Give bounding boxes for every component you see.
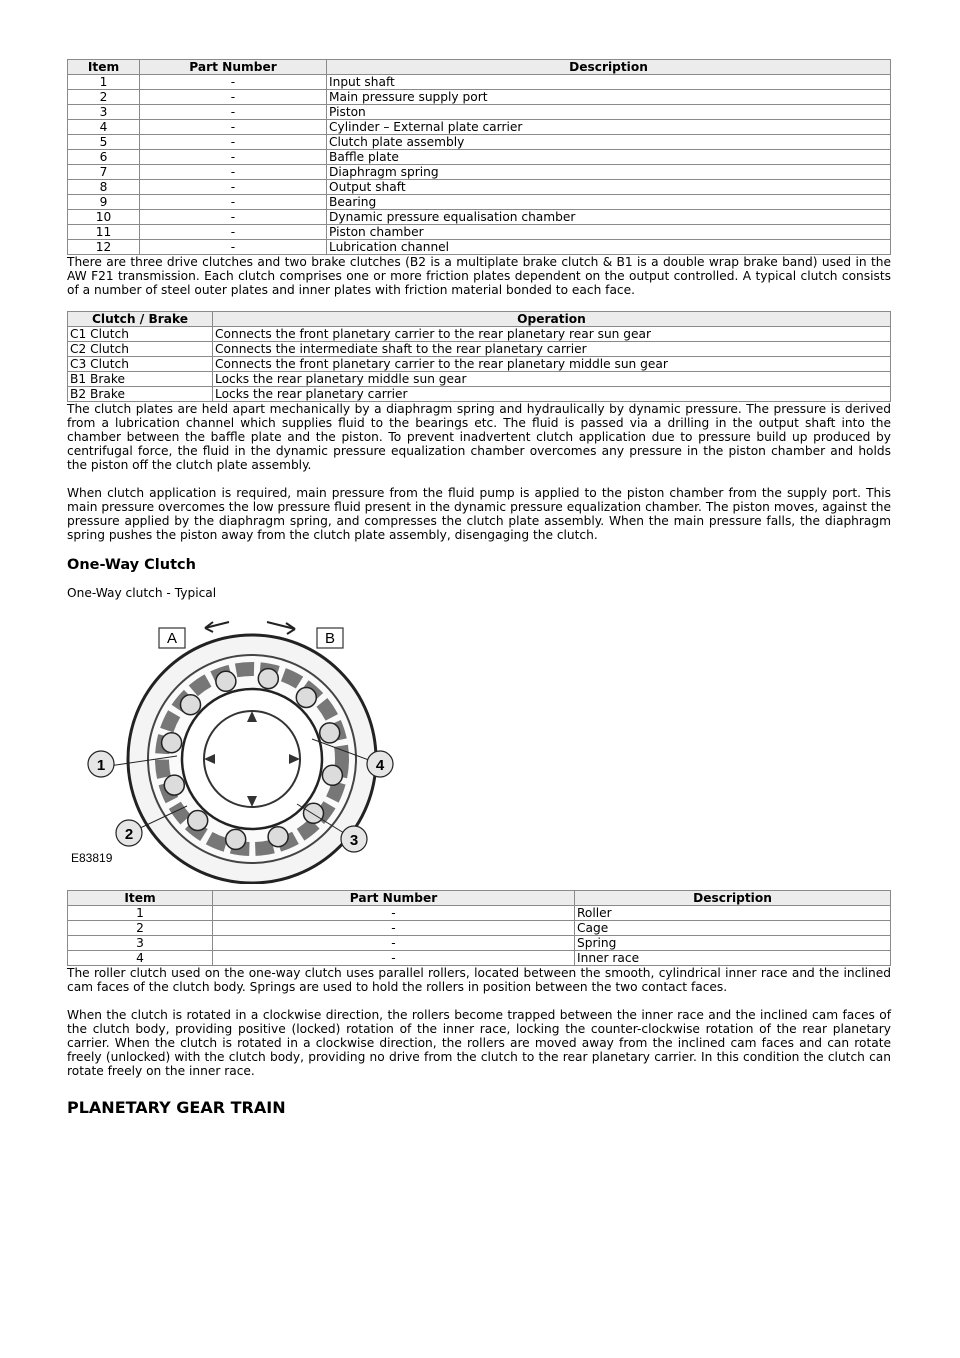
table-cell: Diaphragm spring: [327, 165, 891, 180]
table-header-row: [68, 891, 891, 906]
table-cell: 11: [68, 225, 140, 240]
rotation-paragraph: When the clutch is rotated in a clockwise direction, the rollers become trapped between the inner race and the inclined cam faces of the clutch body, providing positive (locked) rotation of the inner race, locking the counter-clockwise rotation of the rear planetary carrier. When the clutch is rotated in a clockwise direction, the rollers are moved away from the inclined cam faces and can rotate freely (unlocked) with the clutch body, providing no drive from the clutch to the rear planetary carrier. In this condition the clutch can rotate freely on the inner race.: [67, 1008, 891, 1078]
table-cell: C1 Clutch: [68, 327, 213, 342]
table-cell: B2 Brake: [68, 387, 213, 402]
section-title-planetary-gear-train: PLANETARY GEAR TRAIN: [67, 1098, 286, 1117]
section-title-one-way-clutch: One-Way Clutch: [67, 557, 196, 573]
table-cell: 1: [68, 906, 213, 921]
table-cell: 3: [68, 105, 140, 120]
table-cell: 4: [68, 120, 140, 135]
table-row: [68, 921, 891, 936]
table-cell: Bearing: [327, 195, 891, 210]
clutch-operation-table: [67, 311, 891, 402]
table-cell: 2: [68, 921, 213, 936]
roller: [162, 733, 182, 753]
header-item: Item: [68, 891, 213, 906]
roller: [322, 765, 342, 785]
table-row: [68, 906, 891, 921]
table-cell: -: [213, 951, 575, 966]
table-row: [68, 90, 891, 105]
table-row: [68, 387, 891, 402]
table-cell: -: [140, 150, 327, 165]
table-row: [68, 105, 891, 120]
inner-race-bore: [204, 711, 300, 807]
header-item: Item: [68, 60, 140, 75]
table-cell: Baffle plate: [327, 150, 891, 165]
table-row: [68, 342, 891, 357]
table-cell: C2 Clutch: [68, 342, 213, 357]
table-row: [68, 150, 891, 165]
table-cell: Lubrication channel: [327, 240, 891, 255]
header-part-number: Part Number: [140, 60, 327, 75]
pressure-paragraph: The clutch plates are held apart mechanically by a diaphragm spring and hydraulically by dynamic pressure. The pressure is derived from a lubrication channel which supplies fluid to the bearings etc. The fluid is passed via a drilling in the output shaft into the chamber between the baffle plate and the piston. To prevent inadvertent clutch application due to pressure build up produced by centrifugal force, the fluid in the dynamic pressure equalization chamber overcomes any pressure in the piston chamber and holds the piston off the clutch plate assembly.: [67, 402, 891, 472]
roller: [164, 775, 184, 795]
table-cell: 3: [68, 936, 213, 951]
callout-1-number: 1: [96, 757, 106, 774]
table-cell: -: [213, 921, 575, 936]
table-cell: 1: [68, 75, 140, 90]
table-cell: -: [140, 180, 327, 195]
table-cell: -: [140, 135, 327, 150]
table-cell: -: [140, 225, 327, 240]
header-description: Description: [575, 891, 891, 906]
table-cell: -: [140, 120, 327, 135]
table-cell: -: [140, 75, 327, 90]
header-operation: Operation: [213, 312, 891, 327]
table-row: [68, 240, 891, 255]
one-way-clutch-diagram: [67, 614, 447, 884]
table-header-row: [68, 60, 891, 75]
one-way-clutch-table: [67, 890, 891, 966]
table-cell: 2: [68, 90, 140, 105]
callout-2-number: 2: [124, 826, 134, 843]
table-cell: 6: [68, 150, 140, 165]
header-part-number: Part Number: [213, 891, 575, 906]
roller: [188, 811, 208, 831]
table-row: [68, 372, 891, 387]
figure-code: E83819: [71, 851, 113, 865]
roller-clutch-paragraph: The roller clutch used on the one-way clutch uses parallel rollers, located between the smooth, cylindrical inner race and the inclined cam faces of the clutch body. Springs are used to hold the rollers in position between the two contact faces.: [67, 966, 891, 994]
callout-3-number: 3: [349, 832, 359, 849]
table-cell: Clutch plate assembly: [327, 135, 891, 150]
table-cell: 8: [68, 180, 140, 195]
one-way-clutch-figure: [67, 614, 447, 884]
table-cell: -: [213, 906, 575, 921]
table-row: [68, 357, 891, 372]
table-cell: -: [213, 936, 575, 951]
components-table-body: [68, 75, 891, 255]
table-cell: C3 Clutch: [68, 357, 213, 372]
table-cell: Output shaft: [327, 180, 891, 195]
table-row: [68, 120, 891, 135]
roller: [258, 669, 278, 689]
table-cell: 9: [68, 195, 140, 210]
roller: [296, 688, 316, 708]
table-cell: -: [140, 90, 327, 105]
roller: [268, 827, 288, 847]
roller: [216, 671, 236, 691]
table-cell: 12: [68, 240, 140, 255]
table-header-row: [68, 312, 891, 327]
roller: [304, 803, 324, 823]
table-row: [68, 165, 891, 180]
table-cell: Cage: [575, 921, 891, 936]
table-row: [68, 225, 891, 240]
label-a: A: [166, 630, 178, 647]
table-cell: B1 Brake: [68, 372, 213, 387]
table-row: [68, 327, 891, 342]
table-row: [68, 135, 891, 150]
roller: [181, 695, 201, 715]
table-cell: Locks the rear planetary middle sun gear: [213, 372, 891, 387]
table-cell: Main pressure supply port: [327, 90, 891, 105]
roller: [226, 829, 246, 849]
table-cell: Locks the rear planetary carrier: [213, 387, 891, 402]
table-cell: Roller: [575, 906, 891, 921]
table-row: [68, 180, 891, 195]
header-description: Description: [327, 60, 891, 75]
label-b: B: [324, 630, 336, 647]
table-cell: Input shaft: [327, 75, 891, 90]
table-cell: Connects the intermediate shaft to the rear planetary carrier: [213, 342, 891, 357]
table-cell: 5: [68, 135, 140, 150]
table-cell: Piston chamber: [327, 225, 891, 240]
table-row: [68, 936, 891, 951]
table-cell: Connects the front planetary carrier to the rear planetary middle sun gear: [213, 357, 891, 372]
table-cell: Connects the front planetary carrier to the rear planetary rear sun gear: [213, 327, 891, 342]
header-clutch-brake: Clutch / Brake: [68, 312, 213, 327]
table-cell: 10: [68, 210, 140, 225]
table-cell: 4: [68, 951, 213, 966]
table-cell: Spring: [575, 936, 891, 951]
table-cell: -: [140, 165, 327, 180]
table-row: [68, 195, 891, 210]
table-row: [68, 210, 891, 225]
table-cell: Cylinder – External plate carrier: [327, 120, 891, 135]
table-cell: 7: [68, 165, 140, 180]
table-row: [68, 951, 891, 966]
components-table: [67, 59, 891, 255]
table-cell: Piston: [327, 105, 891, 120]
table-cell: -: [140, 105, 327, 120]
clutch-intro-paragraph: There are three drive clutches and two brake clutches (B2 is a multiplate brake clutch & B1 is a double wrap brake band) used in the AW F21 transmission. Each clutch comprises one or more friction plates dependent on the output controlled. A typical clutch consists of a number of steel outer plates and inner plates with friction material bonded to each face.: [67, 255, 891, 297]
figure-caption: One-Way clutch - Typical: [67, 586, 217, 600]
page-content: [67, 59, 891, 1118]
one-way-clutch-table-body: [68, 906, 891, 966]
application-paragraph: When clutch application is required, main pressure from the fluid pump is applied to the piston chamber from the supply port. This main pressure overcomes the low pressure fluid present in the dynamic pressure equalization chamber. The piston moves, against the pressure applied by the diaphragm spring, and compresses the clutch plate assembly. When the main pressure falls, the diaphragm spring pushes the piston away from the clutch plate assembly, disengaging the clutch.: [67, 486, 891, 542]
table-cell: -: [140, 195, 327, 210]
callout-4-number: 4: [375, 757, 385, 774]
table-cell: Inner race: [575, 951, 891, 966]
table-row: [68, 75, 891, 90]
table-cell: Dynamic pressure equalisation chamber: [327, 210, 891, 225]
table-cell: -: [140, 240, 327, 255]
roller: [320, 723, 340, 743]
table-cell: -: [140, 210, 327, 225]
clutch-operation-table-body: [68, 327, 891, 402]
